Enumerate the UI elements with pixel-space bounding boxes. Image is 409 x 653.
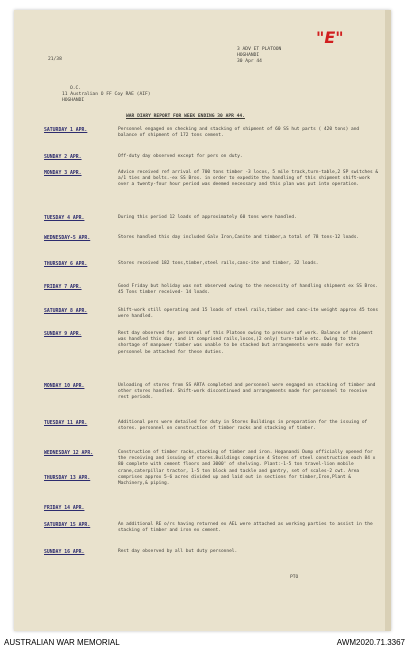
entry-text: Stores handled this day included Galv Iron,Canite and timber,a total of 78 tons-12 loads. <box>118 235 360 240</box>
entry-date: SATURDAY 15 APR. <box>44 523 91 528</box>
entry-date: SATURDAY 8 APR. <box>44 309 88 314</box>
report-title: WAR DIARY REPORT FOR WEEK ENDING 30 APR 44. <box>126 114 245 119</box>
entry-text: Off-duty day observed except for pers on duty. <box>118 154 243 159</box>
cc-label: O.C. <box>70 86 82 91</box>
letter-stamp: "E" <box>316 28 344 47</box>
entry-text: Advice received ref arrival of 700 tons timber -3 locos, 5 mile track,turn-table,2 SP switches & a/1 ties and bolts.-ex SS Bros. in order to expedite the handling of this shipment shift-work over a twenty-four hour period was deemed necessary and this plan was put into operation. <box>118 170 379 188</box>
entry-date: WEDNESDAY 12 APR. <box>44 451 94 456</box>
unit-line-2: HOGHANDI <box>237 53 260 58</box>
entry-date: SUNDAY 9 APR. <box>44 332 82 337</box>
document-sheet <box>14 10 391 631</box>
entry-date: SATURDAY 1 APR. <box>44 128 88 133</box>
entry-text: Rest day observed by all but duty personnel. <box>118 549 238 554</box>
entry-text: Shift-work still operating and 15 loads of steel rails,timber and canc-ite weight approx 45 tons were handled. <box>118 308 379 320</box>
entry-date: SUNDAY 16 APR. <box>44 550 85 555</box>
entry-date: FRIDAY 7 APR. <box>44 285 82 290</box>
archive-footer <box>0 634 409 653</box>
cc-line-1: 11 Australian O FF Coy RAE (AIF) <box>62 92 151 97</box>
entry-text: Rest day observed for personnel of this Platoon owing to pressure of work. Balance of shipment was handled this day, and it comprised rails,locos,(2 only) turn-table etc. Owing to the shortage of manpower timber was unable to be stacked but arrangements were made for extra personnel be attached for these duties. <box>118 331 373 355</box>
entry-date: WEDNESDAY-5 APR. <box>44 236 91 241</box>
entry-text: Unloading of stores from SS ARTA completed and personnel were engaged on stacking of timber and other stores handled. Shift-work discontinued and arrangements made for personnel to receive rest periods. <box>118 383 376 401</box>
entry-date: THURSDAY 6 APR. <box>44 262 88 267</box>
entry-date: THURSDAY 13 APR. <box>44 476 91 481</box>
entry-text: Additional pers were detailed for duty in Stores Buildings in preparation for the issuing of stores. personnel on construction of timber racks and stacking of timber. <box>118 420 368 432</box>
footer-right-label: AWM2020.71.3367 <box>336 638 405 647</box>
sheet-edge <box>385 10 391 631</box>
entry-date: MONDAY 10 APR. <box>44 384 85 389</box>
entry-date: FRIDAY 14 APR. <box>44 506 85 511</box>
unit-line-1: 3 ADV ET PLATOON <box>237 47 282 52</box>
entry-date: TUESDAY 4 APR. <box>44 216 85 221</box>
entry-text: Personnel engaged on checking and stacking of shipment of 60 SS hut parts ( 420 tons) and balance of shipment of 172 tons cement. <box>118 127 360 139</box>
file-reference: 21/38 <box>48 57 62 62</box>
cc-line-2: HOGHANDI <box>62 98 85 103</box>
entry-date: MONDAY 3 APR. <box>44 171 82 176</box>
entry-text: Construction of timber racks,stacking of timber and iron. Hoganandi Dump officially opened for the receiving and issuing of stores.Buildings comprise 4 Stores of steel construction each 84 x 80 complete with cement floors and 3000' of shelving. Plant:-1-5 ton travel-lion mobile crane,caterpillar tractor, 1-5 ton block and tackle and gantry, set of scales-2 cwt. Area comprises approx 5-6 acres divided up and laid out in sections for timber,Iron,Plant & Machinery,& piping. <box>118 450 376 487</box>
footer-left-label: AUSTRALIAN WAR MEMORIAL <box>4 638 120 647</box>
entry-date: SUNDAY 2 APR. <box>44 155 82 160</box>
entry-date: TUESDAY 11 APR. <box>44 421 88 426</box>
unit-line-3: 30 Apr 44 <box>237 59 262 64</box>
entry-text: During this period 12 loads of approximately 60 tons were handled. <box>118 215 297 220</box>
pto-mark: PTO <box>290 575 299 580</box>
entry-text: An additional RE o/rs having returned ex AEL were attached as working parties to assist in the stacking of timber and iron ex cement. <box>118 522 373 534</box>
entry-text: Good Friday but holiday was not observed owing to the necessity of handling shipment ex SS Bros. 45 Tons timber received- 14 loads. <box>118 284 379 296</box>
entry-text: Stores received 182 tons,timber,steel rails,canc-ite and timber, 32 loads. <box>118 261 319 266</box>
